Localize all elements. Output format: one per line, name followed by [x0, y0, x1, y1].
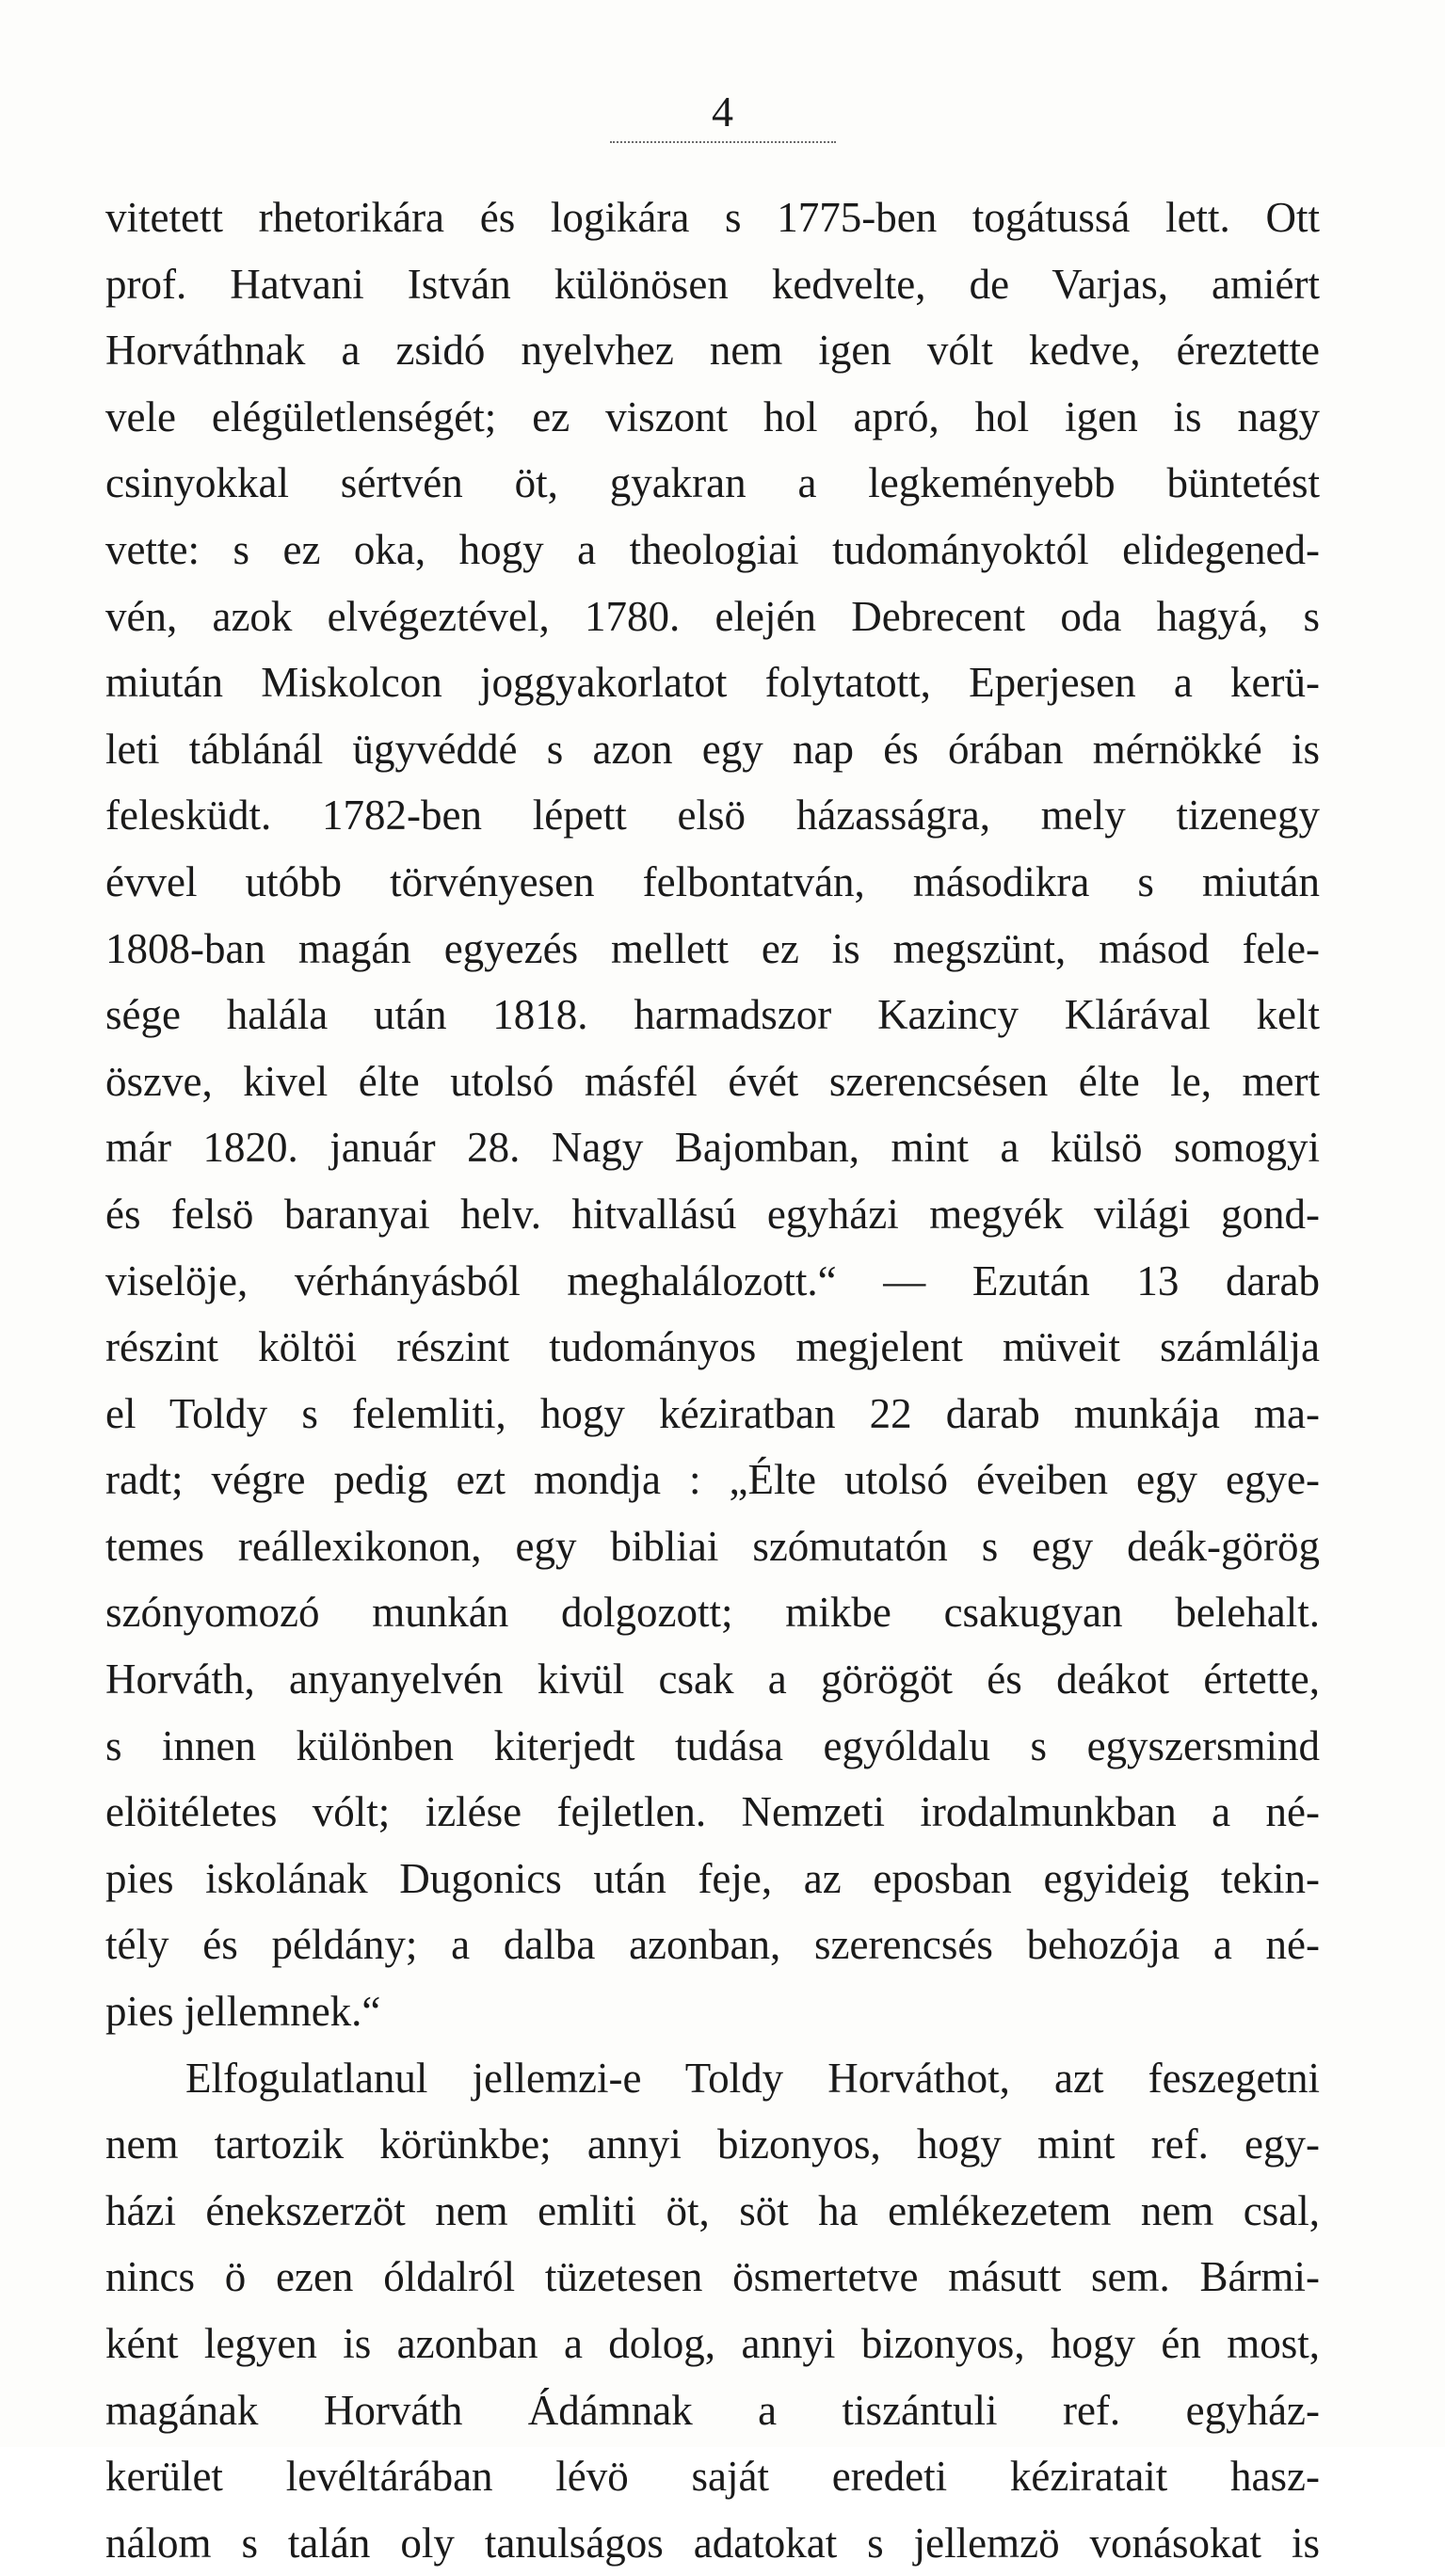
text-line: s innen különben kiterjedt tudása egyóldalu s egyszersmind [105, 1721, 1320, 1769]
page-number: 4 [712, 88, 733, 136]
text-line: és felsö baranyai helv. hitvallású egyházi megyék világi gond- [105, 1190, 1320, 1238]
text-line: Horváth, anyanyelvén kivül csak a görögöt és deákot értette, [105, 1656, 1320, 1704]
text-line: vitetett rhetorikára és logikára s 1775-ben togátussá lett. Ott [105, 194, 1320, 241]
text-line: felesküdt. 1782-ben lépett elsö házasságra, mely tizenegy [105, 792, 1320, 840]
text-line: ként legyen is azonban a dolog, annyi bizonyos, hogy én most, [105, 2320, 1320, 2367]
text-line: nem tartozik körünkbe; annyi bizonyos, hogy mint ref. egy- [105, 2120, 1320, 2168]
text-line: el Toldy s felemliti, hogy kéziratban 22 darab munkája ma- [105, 1389, 1320, 1437]
text-line: öszve, kivel élte utolsó másfél évét szerencsésen élte le, mert [105, 1057, 1320, 1105]
text-line: elöitéletes vólt; izlése fejletlen. Nemzeti irodalmunkban a né- [105, 1788, 1320, 1836]
text-line: magának Horváth Ádámnak a tiszántuli ref. egyház- [105, 2386, 1320, 2434]
text-line: leti táblánál ügyvéddé s azon egy nap és órában mérnökké is [105, 725, 1320, 773]
text-line: vén, azok elvégeztével, 1780. elején Debrecent oda hagyá, s [105, 592, 1320, 640]
text-line: házi énekszerzöt nem emliti öt, söt ha emlékezetem nem csal, [105, 2186, 1320, 2234]
text-line: vette: s ez oka, hogy a theologiai tudományoktól elidegened- [105, 525, 1320, 573]
text-line: vele elégületlenségét; ez viszont hol apró, hol igen is nagy [105, 392, 1320, 440]
text-line: sége halála után 1818. harmadszor Kazincy Klárával kelt [105, 991, 1320, 1039]
text-line: részint költöi részint tudományos megjelent müveit számlálja [105, 1323, 1320, 1371]
text-line: radt; végre pedig ezt mondja : „Élte utolsó éveiben egy egye- [105, 1456, 1320, 1504]
text-line: tély és példány; a dalba azonban, szerencsés behozója a né- [105, 1921, 1320, 1969]
text-line: pies jellemnek.“ [105, 1988, 381, 2036]
text-line: miután Miskolcon joggyakorlatot folytatott, Eperjesen a kerü- [105, 659, 1320, 707]
text-line: 1808-ban magán egyezés mellett ez is megszünt, másod fele- [105, 924, 1320, 972]
text-line: már 1820. január 28. Nagy Bajomban, mint a külsö somogyi [105, 1124, 1320, 1172]
text-line: nincs ö ezen óldalról tüzetesen ösmertetve másutt sem. Bármi- [105, 2253, 1320, 2301]
text-line: pies iskolának Dugonics után feje, az eposban egyideig tekin- [105, 1854, 1320, 1902]
paragraph [105, 2045, 1320, 2576]
text-line: szónyomozó munkán dolgozott; mikbe csakugyan belehalt. [105, 1589, 1320, 1637]
text-line: csinyokkal sértvén öt, gyakran a legkeményebb büntetést [105, 459, 1320, 507]
text-line: temes reállexikonon, egy bibliai szómutatón s egy deák-görög [105, 1522, 1320, 1570]
text-line: viselöje, vérhányásból meghalálozott.“ — Ezután 13 darab [105, 1256, 1320, 1304]
text-line: kerület levéltárában lévö saját eredeti kéziratait hasz- [105, 2453, 1320, 2501]
text-line: Elfogulatlanul jellemzi-e Toldy Horváthot, azt feszegetni [185, 2054, 1320, 2102]
text-line: prof. Hatvani István különösen kedvelte, de Varjas, amiért [105, 260, 1320, 308]
paragraph [105, 184, 1320, 2045]
text-line: nálom s talán oly tanulságos adatokat s jellemzö vonásokat is [105, 2519, 1320, 2567]
text-line: évvel utóbb törvényesen felbontatván, másodikra s miután [105, 857, 1320, 905]
page-number-ornament [610, 141, 836, 143]
body-text [105, 184, 1320, 2576]
text-line: Horváthnak a zsidó nyelvhez nem igen vólt kedve, éreztette [105, 327, 1320, 375]
